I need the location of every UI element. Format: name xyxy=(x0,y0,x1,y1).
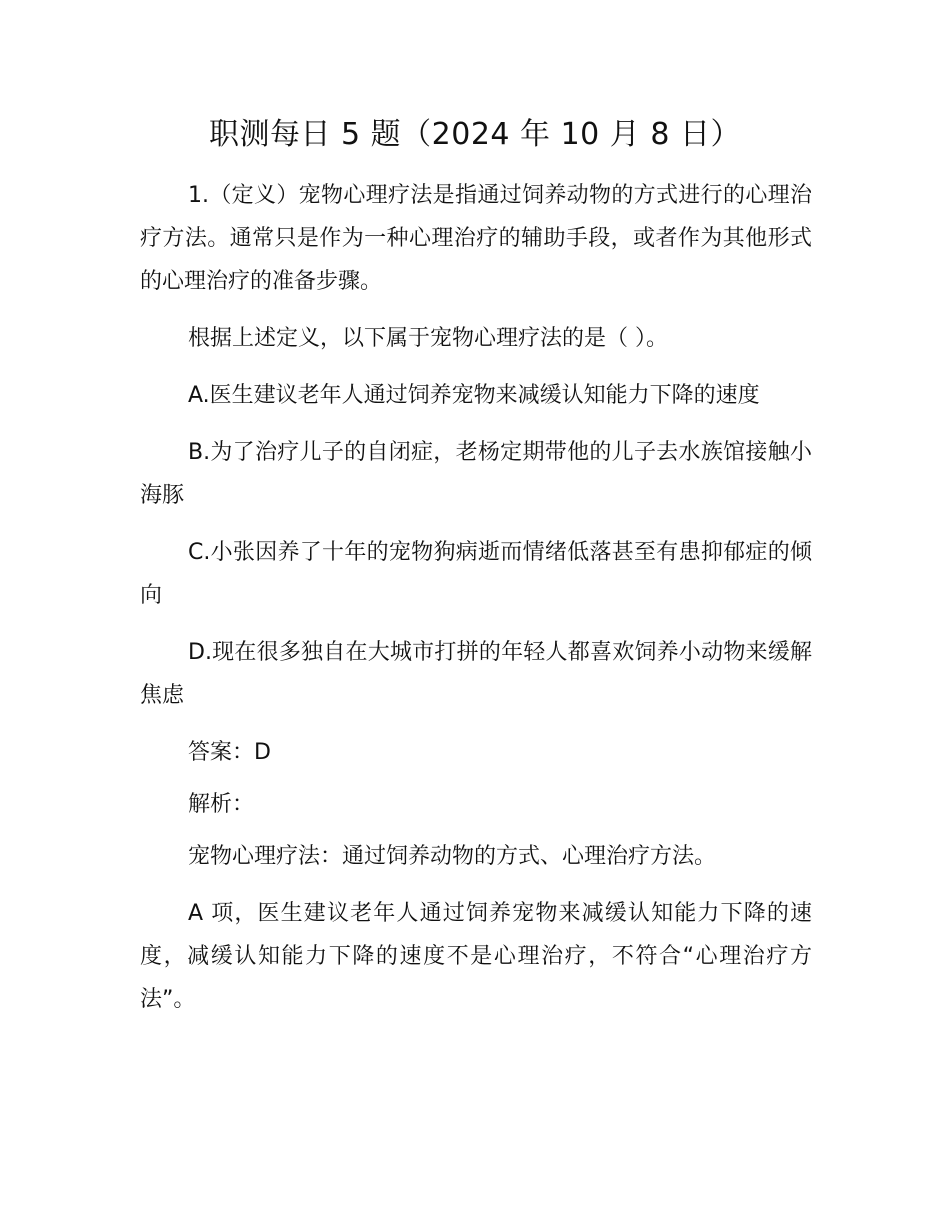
answer-line: 答案：D xyxy=(188,740,271,765)
question-prompt: 根据上述定义，以下属于宠物心理疗法的是（ ）。 xyxy=(188,326,668,351)
document-title: 职测每日 5 题（2024 年 10 月 8 日） xyxy=(209,117,741,152)
option-b: B.为了治疗儿子的自闭症，老杨定期带他的儿子去水族馆接触小海豚 xyxy=(140,440,812,508)
question-stem: 1.（定义）宠物心理疗法是指通过饲养动物的方式进行的心理治疗方法。通常只是作为一种心理治疗的辅助手段，或者作为其他形式的心理治疗的准备步骤。 xyxy=(140,183,812,294)
option-d: D.现在很多独自在大城市打拼的年轻人都喜欢饲养小动物来缓解焦虑 xyxy=(140,640,812,708)
analysis-heading: 解析： xyxy=(188,792,255,817)
option-c: C.小张因养了十年的宠物狗病逝而情绪低落甚至有患抑郁症的倾向 xyxy=(140,540,812,608)
analysis-paragraph: 宠物心理疗法：通过饲养动物的方式、心理治疗方法。 xyxy=(188,844,717,869)
question-body xyxy=(140,174,812,1035)
analysis-paragraph: A 项，医生建议老年人通过饲养宠物来减缓认知能力下降的速度，减缓认知能力下降的速度不是心理治疗，不符合“心理治疗方法”。 xyxy=(140,901,812,1012)
option-a: A.医生建议老年人通过饲养宠物来减缓认知能力下降的速度 xyxy=(188,383,760,408)
